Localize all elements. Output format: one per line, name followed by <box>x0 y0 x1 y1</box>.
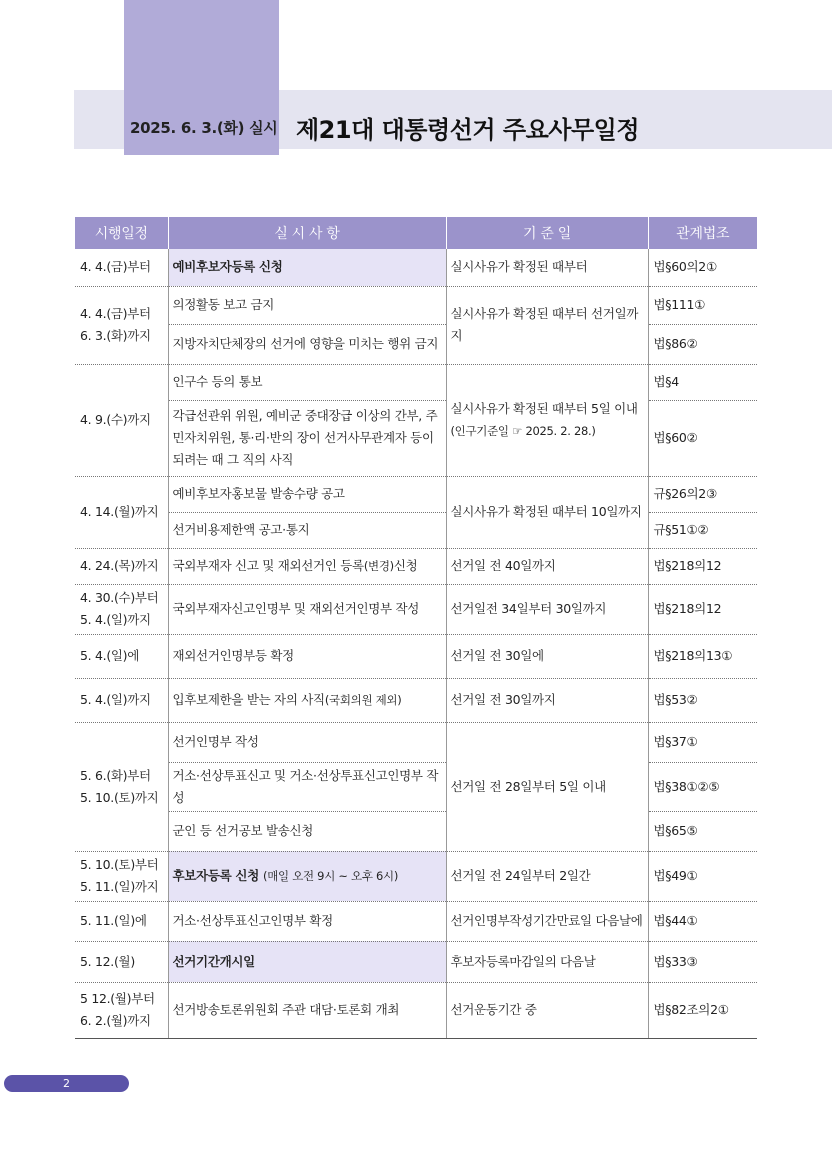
table-header-row <box>75 217 757 249</box>
law-cell: 법§44① <box>648 901 757 941</box>
table-row <box>75 584 757 634</box>
table-row <box>75 678 757 722</box>
item-cell: 의정활동 보고 금지 <box>168 286 446 324</box>
column-header-law: 관계법조 <box>648 217 757 249</box>
table-row <box>75 722 757 762</box>
item-text: 후보자등록 신청 <box>172 868 259 883</box>
table-row <box>75 286 757 324</box>
item-cell: 인구수 등의 통보 <box>168 364 446 400</box>
item-small-text: (국회의원 제외) <box>324 693 402 707</box>
table-row <box>75 811 757 851</box>
table-row <box>75 249 757 286</box>
date-line: 5. 6.(화)부터 <box>80 767 151 783</box>
date-cell: 4. 4.(금)부터 <box>75 249 168 286</box>
item-cell: 선거인명부 작성 <box>168 722 446 762</box>
basis-cell: 선거일 전 40일까지 <box>446 548 648 584</box>
date-line: 5 12.(월)부터 <box>80 991 155 1006</box>
law-cell: 법§49① <box>648 851 757 901</box>
basis-cell <box>446 364 648 476</box>
basis-cell: 선거일 전 24일부터 2일간 <box>446 851 648 901</box>
item-cell: 선거방송토론위원회 주관 대담·토론회 개최 <box>168 982 446 1038</box>
table-row <box>75 476 757 512</box>
table-row <box>75 982 757 1038</box>
column-header-basis: 기 준 일 <box>446 217 648 249</box>
table-row <box>75 548 757 584</box>
table-row <box>75 324 757 364</box>
date-line: 5. 11.(일)까지 <box>80 879 159 894</box>
law-cell: 법§86② <box>648 324 757 364</box>
table-row <box>75 634 757 678</box>
population-reference-note: (인구기준일 ☞ 2025. 2. 28.) <box>450 424 596 438</box>
column-header-date: 시행일정 <box>75 217 168 249</box>
law-cell: 법§60② <box>648 400 757 476</box>
item-text: 입후보제한을 받는 자의 사직 <box>172 692 325 707</box>
item-cell: 예비후보자홍보물 발송수량 공고 <box>168 476 446 512</box>
item-cell: 재외선거인명부등 확정 <box>168 634 446 678</box>
basis-cell: 선거일 전 28일부터 5일 이내 <box>446 722 648 851</box>
law-cell: 법§218의12 <box>648 548 757 584</box>
item-cell <box>168 851 446 901</box>
page-number-badge: 2 <box>4 1075 129 1092</box>
item-text: 국외부재자 신고 및 재외선거인 등록 <box>172 558 364 573</box>
basis-cell: 실시사유가 확정된 때부터 <box>446 249 648 286</box>
date-cell <box>75 286 168 364</box>
item-cell: 선거기간개시일 <box>168 941 446 982</box>
table-row <box>75 512 757 548</box>
law-cell: 법§4 <box>648 364 757 400</box>
date-cell: 5. 12.(월) <box>75 941 168 982</box>
date-cell: 4. 9.(수)까지 <box>75 364 168 476</box>
item-cell: 각급선관위 위원, 예비군 중대장급 이상의 간부, 주민자치위원, 통·리·반의 장이 선거사무관계자 등이 되려는 때 그 직의 사직 <box>168 400 446 476</box>
date-line: 6. 2.(월)까지 <box>80 1013 151 1028</box>
basis-cell: 선거일 전 30일에 <box>446 634 648 678</box>
law-cell: 법§218의12 <box>648 584 757 634</box>
basis-cell: 후보자등록마감일의 다음날 <box>446 941 648 982</box>
date-line: 4. 4.(금)부터 <box>80 306 151 321</box>
date-line: 5. 4.(일)까지 <box>80 612 151 627</box>
date-cell: 5. 4.(일)에 <box>75 634 168 678</box>
basis-main: 실시사유가 확정된 때부터 5일 이내 <box>450 401 638 416</box>
table-row <box>75 762 757 811</box>
item-cell: 거소·선상투표신고인명부 확정 <box>168 901 446 941</box>
date-line: 4. 30.(수)부터 <box>80 590 159 605</box>
law-cell: 규§26의2③ <box>648 476 757 512</box>
law-cell: 법§37① <box>648 722 757 762</box>
column-header-item: 실 시 사 항 <box>168 217 446 249</box>
item-cell: 지방자치단체장의 선거에 영향을 미치는 행위 금지 <box>168 324 446 364</box>
item-cell: 선거비용제한액 공고·통지 <box>168 512 446 548</box>
date-cell: 4. 14.(월)까지 <box>75 476 168 548</box>
date-cell <box>75 851 168 901</box>
page-title: 제21대 대통령선거 주요사무일정 <box>296 116 640 144</box>
item-cell: 군인 등 선거공보 발송신청 <box>168 811 446 851</box>
item-cell <box>168 678 446 722</box>
basis-cell: 선거인명부작성기간만료일 다음날에 <box>446 901 648 941</box>
date-line: 5. 10.(토)부터 <box>80 857 159 872</box>
date-cell <box>75 982 168 1038</box>
law-cell: 법§218의13① <box>648 634 757 678</box>
date-cell: 5. 11.(일)에 <box>75 901 168 941</box>
basis-cell: 실시사유가 확정된 때부터 선거일까지 <box>446 286 648 364</box>
date-line: 5. 10.(토)까지 <box>80 789 159 805</box>
item-note-text: (매일 오전 9시 ~ 오후 6시) <box>263 869 399 883</box>
election-date: 2025. 6. 3.(화) 실시 <box>130 119 278 137</box>
law-cell: 법§38①②⑤ <box>648 762 757 811</box>
law-cell: 법§53② <box>648 678 757 722</box>
law-cell: 법§111① <box>648 286 757 324</box>
basis-cell: 선거일전 34일부터 30일까지 <box>446 584 648 634</box>
item-small-text: (변경) <box>363 559 394 573</box>
date-cell <box>75 722 168 851</box>
law-cell: 규§51①② <box>648 512 757 548</box>
basis-cell: 선거운동기간 중 <box>446 982 648 1038</box>
basis-cell: 실시사유가 확정된 때부터 10일까지 <box>446 476 648 548</box>
basis-cell: 선거일 전 30일까지 <box>446 678 648 722</box>
item-tail-text: 신청 <box>393 558 418 573</box>
law-cell: 법§82조의2① <box>648 982 757 1038</box>
date-cell <box>75 584 168 634</box>
table-row <box>75 364 757 400</box>
law-cell: 법§33③ <box>648 941 757 982</box>
item-cell: 예비후보자등록 신청 <box>168 249 446 286</box>
item-cell <box>168 548 446 584</box>
date-cell: 4. 24.(목)까지 <box>75 548 168 584</box>
table-row <box>75 941 757 982</box>
law-cell: 법§65⑤ <box>648 811 757 851</box>
table-row <box>75 901 757 941</box>
table-row <box>75 851 757 901</box>
law-cell: 법§60의2① <box>648 249 757 286</box>
item-cell: 국외부재자신고인명부 및 재외선거인명부 작성 <box>168 584 446 634</box>
item-cell: 거소·선상투표신고 및 거소·선상투표신고인명부 작성 <box>168 762 446 811</box>
table-row <box>75 400 757 476</box>
date-cell: 5. 4.(일)까지 <box>75 678 168 722</box>
schedule-table <box>75 217 757 1039</box>
date-line: 6. 3.(화)까지 <box>80 328 151 343</box>
